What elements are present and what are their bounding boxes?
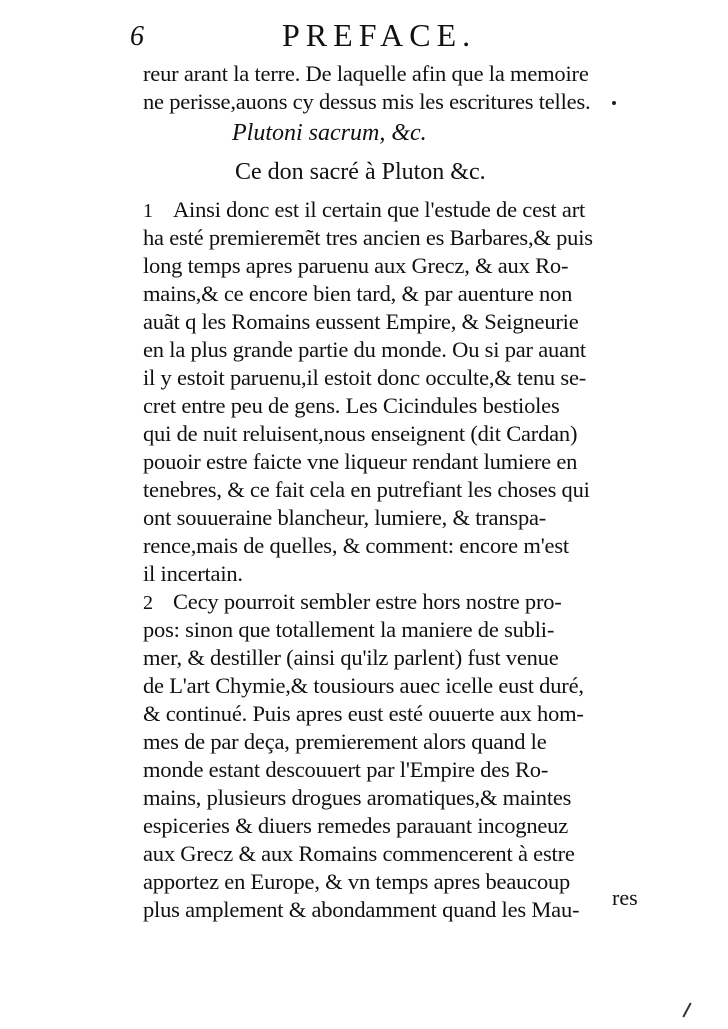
page-scratch-mark [682, 1002, 691, 1017]
text-line: reur arant la terre. De laquelle afin que la memoire [143, 61, 589, 86]
text-line: plus amplement & abondamment quand les Mau- [143, 897, 580, 922]
text-line: Cecy pourroit sembler estre hors nostre pro- [173, 589, 562, 614]
text-line: mes de par deça, premierement alors quand le [143, 729, 547, 754]
text-line: auãt q les Romains eussent Empire, & Seigneurie [143, 309, 579, 334]
text-line: pouoir estre faicte vne liqueur rendant lumiere en [143, 449, 578, 474]
text-line: ont souueraine blancheur, lumiere, & transpa- [143, 505, 547, 530]
text-line: mains, plusieurs drogues aromatiques,& maintes [143, 785, 572, 810]
catchword: res [612, 885, 638, 910]
text-line: Ainsi donc est il certain que l'estude de cest art [173, 197, 586, 222]
text-line: pos: sinon que totallement la maniere de subli- [143, 617, 555, 642]
text-line: qui de nuit reluisent,nous enseignent (dit Cardan) [143, 421, 578, 446]
text-line: long temps apres paruenu aux Grecz, & aux Ro- [143, 253, 569, 278]
text-line: aux Grecz & aux Romains commencerent à estre [143, 841, 575, 866]
running-head: PREFACE. [282, 17, 477, 53]
text-line: espiceries & diuers remedes parauant incogneuz [143, 813, 568, 838]
paragraph-number: 1 [143, 200, 153, 222]
text-line: rence,mais de quelles, & comment: encore m'est [143, 533, 569, 558]
text-line: il incertain. [143, 561, 243, 586]
paragraph-number: 2 [143, 592, 153, 614]
inscription-translation: Ce don sacré à Pluton &c. [235, 159, 486, 185]
paragraph-1-first-line [143, 196, 585, 225]
ink-speck [612, 101, 616, 105]
page-number: 6 [130, 21, 144, 52]
text-line: mains,& ce encore bien tard, & par auenture non [143, 281, 573, 306]
text-line: ne perisse,auons cy dessus mis les escritures telles. [143, 89, 591, 114]
text-line: monde estant descouuert par l'Empire des Ro- [143, 757, 549, 782]
text-line: tenebres, & ce fait cela en putrefiant les choses qui [143, 477, 590, 502]
paragraph-2-first-line [143, 588, 562, 617]
text-line: ha esté premieremẽt tres ancien es Barbares,& puis [143, 225, 593, 250]
text-line: il y estoit paruenu,il estoit donc occulte,& tenu se- [143, 365, 587, 390]
text-line: apportez en Europe, & vn temps apres beaucoup [143, 869, 571, 894]
text-line: cret entre peu de gens. Les Cicindules bestioles [143, 393, 560, 418]
latin-inscription: Plutoni sacrum, &c. [232, 120, 427, 146]
text-line: en la plus grande partie du monde. Ou si par auant [143, 337, 586, 362]
text-line: de L'art Chymie,& tousiours auec icelle eust duré, [143, 673, 584, 698]
text-line: & continué. Puis apres eust esté ouuerte aux hom- [143, 701, 584, 726]
text-line: mer, & destiller (ainsi qu'ilz parlent) fust venue [143, 645, 559, 670]
